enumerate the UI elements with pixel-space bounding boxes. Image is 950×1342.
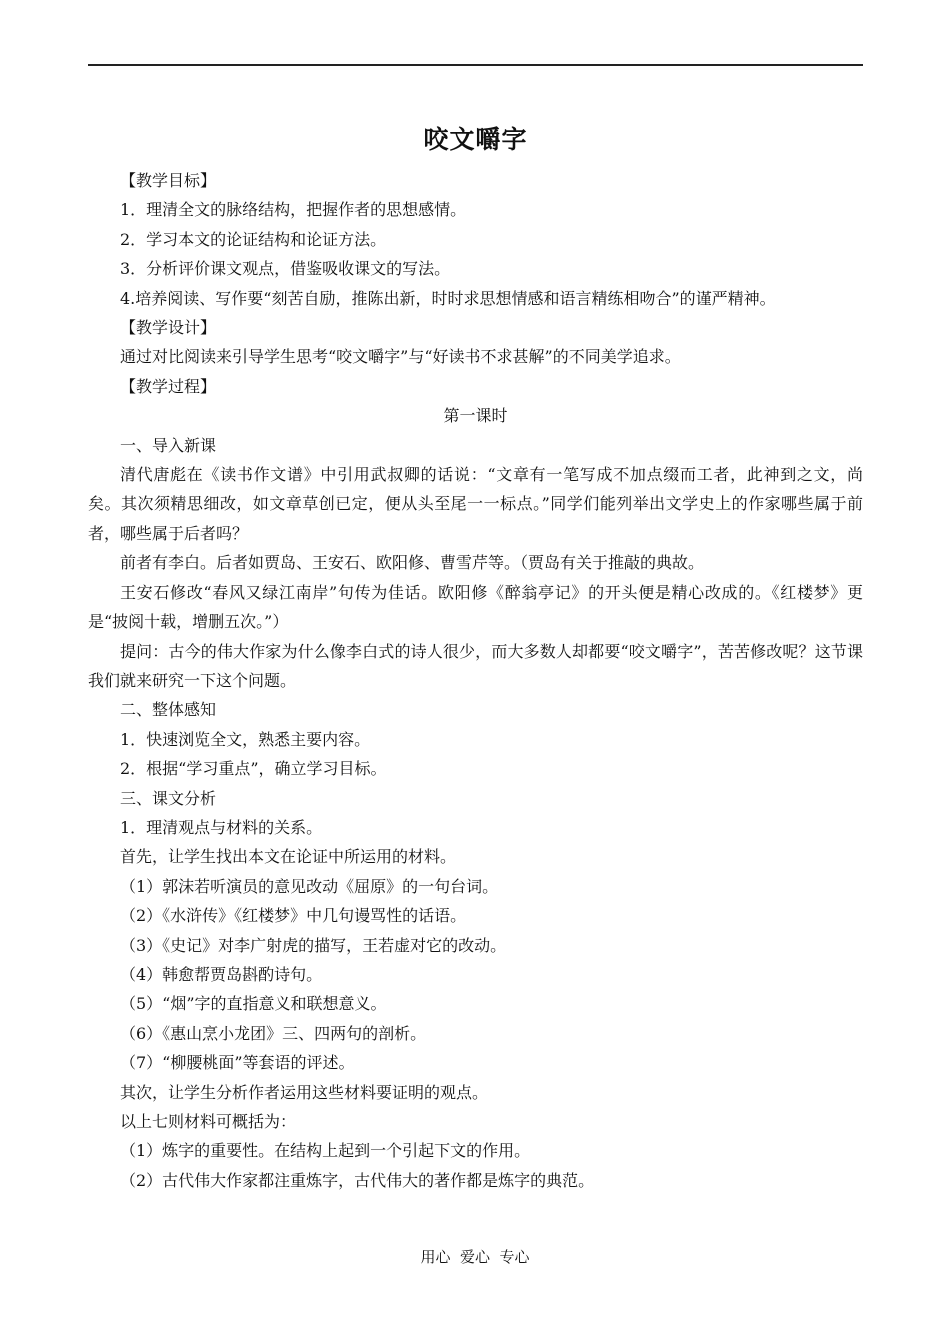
section-heading-design: 【教学设计】 <box>120 318 217 338</box>
list-item: （1）炼字的重要性。在结构上起到一个引起下文的作用。 <box>120 1141 531 1161</box>
subsection-heading: 二、整体感知 <box>120 700 217 720</box>
list-item: （2）古代伟大作家都注重炼字，古代伟大的著作都是炼字的典范。 <box>120 1170 595 1190</box>
objective-item: 4.培养阅读、写作要“刻苦自励，推陈出新，时时求思想情感和语言精练相吻合”的谨严精神。 <box>120 288 776 308</box>
list-item: （4）韩愈帮贾岛斟酌诗句。 <box>120 964 323 984</box>
objective-item: 3．分析评价课文观点，借鉴吸收课文的写法。 <box>120 259 451 279</box>
list-item: （2）《水浒传》《红楼梦》中几句谩骂性的话语。 <box>120 906 467 926</box>
section-heading-objectives: 【教学目标】 <box>120 171 217 190</box>
list-item: 2．根据“学习重点”，确立学习目标。 <box>120 759 387 779</box>
objective-item: 2．学习本文的论证结构和论证方法。 <box>120 229 387 249</box>
body-paragraph: 王安石修改“春风又绿江南岸”句传为佳话。欧阳修《醉翁亭记》的开头便是精心改成的。《红楼梦》更是“披阅十载，增删五次。”） <box>88 582 863 632</box>
page-footer: 用心 爱心 专心 <box>420 1248 530 1266</box>
list-item: （5）“烟”字的直指意义和联想意义。 <box>120 994 387 1014</box>
subsection-heading: 一、导入新课 <box>120 435 217 455</box>
list-item: 1．理清观点与材料的关系。 <box>120 817 323 837</box>
document-title: 咬文嚼字 <box>423 125 528 154</box>
list-item: （1）郭沫若听演员的意见改动《屈原》的一句台词。 <box>120 876 499 896</box>
body-paragraph: 其次，让学生分析作者运用这些材料要证明的观点。 <box>120 1082 489 1102</box>
list-item: 1．快速浏览全文，熟悉主要内容。 <box>120 729 371 749</box>
document-body <box>88 120 863 1195</box>
body-paragraph: 前者有李白。后者如贾岛、王安石、欧阳修、曹雪芹等。（贾岛有关于推敲的典故。 <box>120 553 705 573</box>
subsection-heading: 三、课文分析 <box>120 788 217 808</box>
list-item: （3）《史记》对李广射虎的描写，王若虚对它的改动。 <box>120 935 507 955</box>
list-item: （6）《惠山烹小龙团》三、四两句的剖析。 <box>120 1023 427 1043</box>
header-rule <box>88 64 863 66</box>
body-paragraph: 清代唐彪在《读书作文谱》中引用武叔卿的话说：“文章有一笔写成不加点缀而工者，此神到之文，尚矣。其次须精思细改，如文章草创已定，便从头至尾一一标点。”同学们能列举出文学史上的作家哪些属于前者，哪些属于后者吗？ <box>88 465 863 543</box>
body-paragraph: 提问：古今的伟大作家为什么像李白式的诗人很少，而大多数人却都要“咬文嚼字”，苦苦修改呢？这节课我们就来研究一下这个问题。 <box>88 641 863 690</box>
lesson-heading: 第一课时 <box>443 406 508 426</box>
section-heading-process: 【教学过程】 <box>120 376 217 396</box>
objective-item: 1．理清全文的脉络结构，把握作者的思想感情。 <box>120 200 467 220</box>
body-paragraph: 以上七则材料可概括为： <box>120 1112 297 1131</box>
list-item: （7）“柳腰桃面”等套语的评述。 <box>120 1053 355 1073</box>
body-paragraph: 首先，让学生找出本文在论证中所运用的材料。 <box>120 847 457 867</box>
design-paragraph: 通过对比阅读来引导学生思考“咬文嚼字”与“好读书不求甚解”的不同美学追求。 <box>120 347 681 367</box>
